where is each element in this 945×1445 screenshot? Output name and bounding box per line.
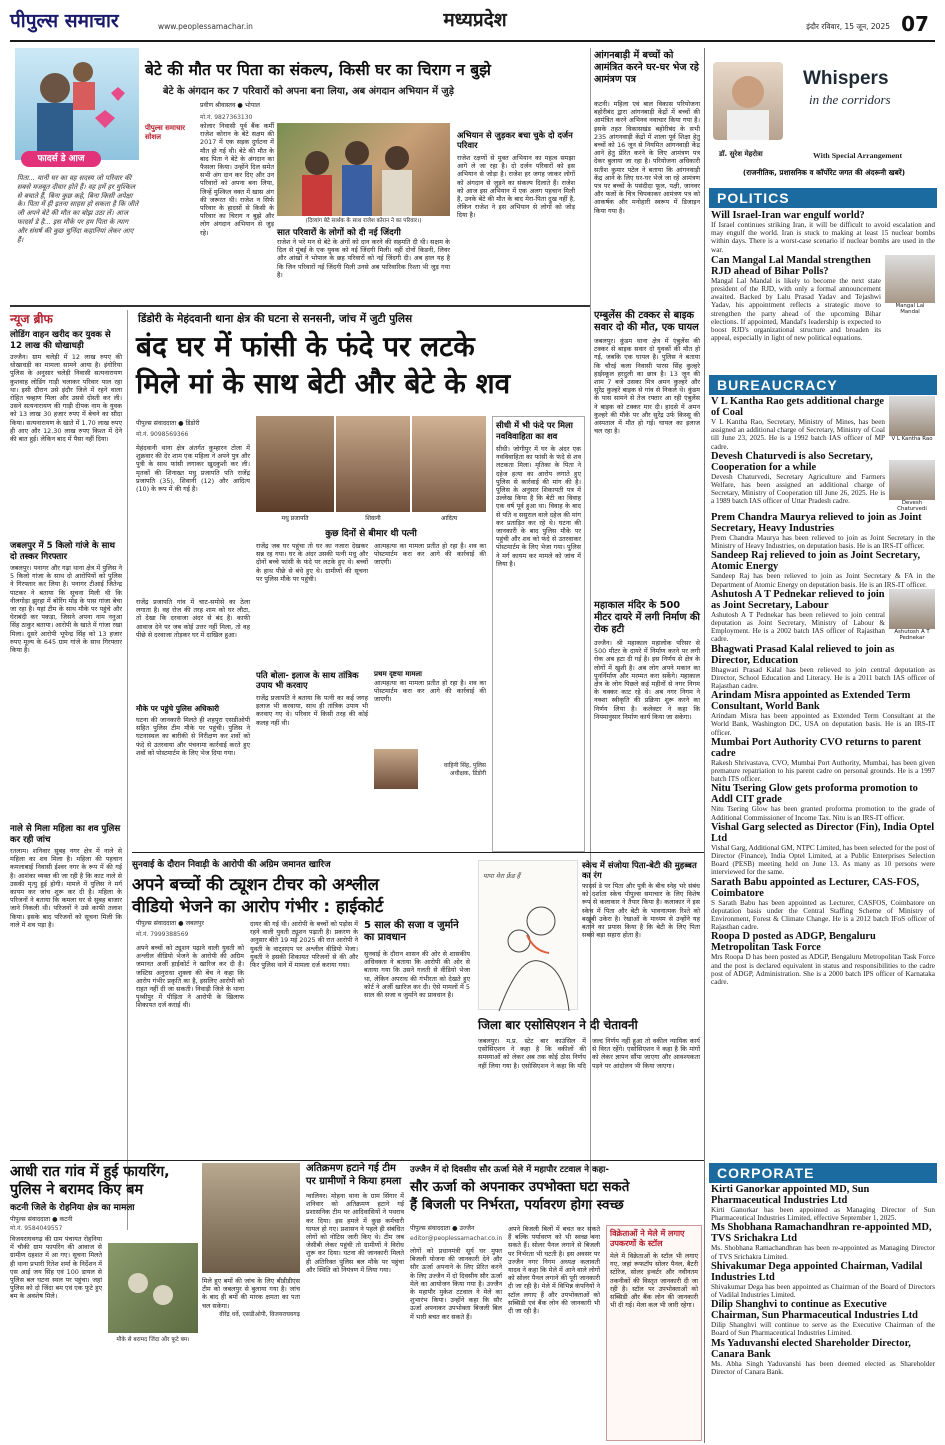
photo-aditya — [412, 416, 486, 512]
tutor-phone: मो.नं. 7999388569 — [136, 931, 189, 938]
columnist-photo — [713, 62, 783, 140]
firing-byline: पीपुल्स संवाददाता ● कटनी — [10, 1216, 73, 1223]
father-daughter-sketch-icon — [479, 861, 579, 1011]
social-badge: पीपुल्स समाचार सोशल — [145, 124, 186, 141]
masthead — [0, 0, 945, 44]
kantha-rao-photo — [889, 396, 935, 436]
corp-body-4: Dilip Shanghvi will continue to serve as the Executive Chairman of the Board of Sun Pharmaceutical Industries Limited. — [711, 1321, 935, 1338]
bureau-body-8: Rakesh Shrivastava, CVO, Mumbai Port Authority, Mumbai, has been given premature repatriation to his parent cadre on personal grounds. He is a 1997 batch ITS officer. — [711, 758, 935, 784]
corp-body-2: Ms. Shobhana Ramachandhran has been re-appointed as Managing Director of TVS Srichakra Limited. — [711, 1244, 935, 1261]
encroach-body: ग्वालियर। मोहना थाना के ग्राम सिंगार में शनिवार को अतिक्रमण हटाने गई प्रशासनिक टीम पर आदिवासियों ने पथराव कर दिया। इस हमले में कुछ कर्मचारी घायल हो गए। प्रशासन ने पहले ही संबंधित लोगों को नोटिस जारी किए थे। टीम जब जेसीबी लेकर पहुंची तो ग्रामीणों ने विरोध शुरू कर दिया। घटना की जानकारी मिलते ही अतिरिक्त पुलिस बल मौके पर पहुंचा और स्थिति को नियंत्रण में लिया गया। — [306, 1192, 404, 1274]
main-sub-tan: पति बोला- इलाज के साथ तांत्रिक उपाय भी करवाए — [256, 670, 359, 690]
ambulance-story — [594, 310, 700, 590]
bureau-body-4: Sandeep Raj has been relieved to join as Joint Secretary & FA in the Department of Atomic Energy on deputation basis. He is an IRS-IT officer. — [711, 572, 935, 589]
bureau-body-3: Prem Chandra Maurya has been relieved to join as Joint Secretary in the Ministry of Heavy Industries, on deputation basis. He is an IRS-IT officer. — [711, 534, 935, 551]
solar-story — [410, 1163, 702, 1443]
father-child-icon — [15, 48, 139, 160]
whispers-column — [704, 48, 940, 1443]
fathers-day-panel — [15, 48, 139, 248]
firing-quote-author: वीरेंद्र धर्वे, एसडीओपी, विजयराघवगढ़ — [219, 1310, 300, 1318]
tutor-story — [132, 858, 472, 1158]
firing-headline-2: पुलिस ने बरामद किए बम — [10, 1182, 144, 1198]
family-photo — [277, 123, 450, 216]
header-url[interactable]: www.peoplessamachar.in — [158, 22, 253, 31]
main-body-b: राजेंद्र प्रजापति गांव में चाट-समोसे का ठेला लगाता है। वह रोज की तरह शाम को घर लौटा, तो देखा कि दरवाजा अंदर से बंद है। काफी आवाज देने पर जब कोई उत्तर नहीं मिला, तो वह पीछे से दरवाजा तोड़कर घर में दाखिल हुआ। — [136, 598, 250, 639]
page-number: 07 — [901, 12, 929, 36]
main-body3: राजेंद्र जब घर पहुंचा तो घर का नजारा देखकर सन्न रह गया। घर के अंदर उसकी पत्नी मधु और दोनों बच्चे फांसी के फंदे पर लटके हुए थे। बच्चों के हाथ पीछे से बंधे हुए थे। ग्रामीणों की सूचना पर पुलिस मौके पर पहुंची। — [256, 542, 368, 583]
fathers-body2: राजेश ने भरे मन से बेटे के अंगों को दान करने की सहमति दी थी। सक्षम के दिल से मुंबई के एक युवक को नई जिंदगी मिली। वहीं दोनों किडनी, लिवर और आंखों ने भोपाल के छह परिवारों को नई जिंदगी दी। अब हाल यह है कि जिन परिवारों नई जिंदगी मिली उनसे अब पारिवारिक रिश्ता भी जुड़ गया है। — [277, 238, 450, 279]
photo-shivani — [336, 416, 410, 512]
sketch-signature: पापा मेरा फ्रेंड हैं — [483, 872, 521, 880]
encroach-headline: अतिक्रमण हटाने गई टीम पर ग्रामीणों ने किया हमला — [306, 1163, 402, 1187]
bureau-headline-1: V L Kantha Rao gets additional charge of Coal — [711, 396, 885, 418]
brief-headline-1: लोडिंग वाहन खरीद कर युवक से 12 लाख की धोखाधड़ी — [10, 330, 111, 351]
chaturvedi-caption: Devesh Chaturvedi — [897, 500, 927, 512]
pednekar-photo — [889, 589, 935, 629]
bureau-headline-4: Sandeep Raj relieved to join as Joint Secretary, Atomic Energy — [711, 550, 921, 573]
solar-email[interactable]: editor@peoplessamachar.co.in — [410, 1235, 503, 1242]
bureau-body-1: V L Kantha Rao, Secretary, Ministry of Mines, has been assigned an additional charge of Secretary, Ministry of Coal till June 23, 2025. He is a 1992 batch IAS officer of MP cadre. — [711, 418, 885, 451]
corp-headline-3: Shivakumar Dega appointed Chairman, Vadilal Industries Ltd — [711, 1260, 923, 1283]
corporate-label: CORPORATE — [709, 1163, 937, 1183]
corp-headline-2: Ms Shobhana Ramachandhran re-appointed MD, TVS Srichakra Ltd — [711, 1222, 932, 1245]
firing-quote-text: मिले हुए बमों की जांच के लिए बीडीडीएस टीम को जबलपुर से बुलाया गया है। जांच के बाद ही बमों की मारक क्षमता का पता चल सकेगा। — [202, 1277, 300, 1310]
brief-headline-2: जबलपुर में 5 किलो गांजे के साथ दो तस्कर गिरफ्तार — [10, 541, 116, 562]
columnist-name: डॉ. सुरेश मेहरोत्रा — [719, 150, 763, 158]
whispers-subtitle: in the corridors — [809, 92, 891, 107]
firing-sub: कटनी जिले के रोहनिया क्षेत्र का मामला — [10, 1203, 135, 1213]
sketch-body: फादर्स डे पर पिता और पुत्री के बीच स्नेह भरे संबंध को दर्शाता स्केच पीपुल्स समाचार के लिए विशेष रूप से कलाकार ने तैयार किया है। कलाकार ने इस स्केच में पिता और बेटी के भावनात्मक रिश्ते को बखूबी उकेरा है। रेखाओं के माध्यम से उन्होंने यह बताने का प्रयास किया है कि बेटी के लिए पिता सबसे बड़ा सहारा होता है। — [582, 882, 700, 940]
firing-headline-1: आधी रात गांव में हुई फायरिंग, — [10, 1164, 170, 1180]
main-phone: मो.नं. 9098569366 — [136, 431, 189, 438]
main-body5: आत्महत्या का मामला प्रतीत हो रहा है। शव का पोस्टमार्टम करा कर आगे की कार्रवाई की जाएगी। — [374, 542, 486, 567]
ambulance-headline: एम्बुलेंस की टक्कर से बाइक सवार दो की मौत, एक घायल — [594, 310, 699, 333]
bureau-headline-6: Bhagwati Prasad Kalal relieved to join as Director, Education — [711, 643, 895, 666]
fathers-subhead: बेटे के अंगदान कर 7 परिवारों को अपना बना लिया, अब अंगदान अभियान में जुड़े — [163, 86, 454, 97]
politics-body-1: If Israel continues striking Iran, it will be difficult to avoid escalation and may engulf the world. Iran is stuck to making at least 15 nuclear bombs within days. There is a worst-case scenario if nuclear bombs are used in the war. — [711, 221, 935, 254]
sketch-story — [478, 860, 700, 1012]
solar-body2: अपने बिजली बिलों में बचत कर सकते हैं बल्कि पर्यावरण को भी स्वच्छ बना सकते हैं। सोलर पैनल लगाने से बिजली पर निर्भरता भी घटती है। इस अवसर पर उज्जैन नगर निगम अध्यक्ष कलावती यादव ने कहा कि मेले में आने वाले लोगों को सोलर पैनल लगाने की पूरी जानकारी दी जा रही है। मेले में विभिन्न कंपनियों ने स्टॉल लगाए हैं और उपभोक्ताओं को सब्सिडी एवं बैंक लोन की जानकारी भी दी जा रही है। — [508, 1225, 600, 1316]
corp-headline-4: Dilip Shanghvi to continue as Executive Chairman, Sun Pharmaceutical Industries Ltd — [711, 1299, 918, 1322]
ambulance-body: जबलपुर। कुंडम थाना क्षेत्र में एंबुलेंस की टक्कर से बाइक सवार दो युवकों की मौत हो गई, जबकि एक घायल है। पुलिस ने बताया कि चौरई कला निवासी पारस सिंह कुल्हरे हाईस्कूल हरदुली का छात्र है। 13 जून की शाम 7 बजे उसका मित्र अमन कुल्हरे और सुरेंद्र कुल्हरे बाइक से गांव से निकले थे। कुंडम के पास सामने से तेज रफ्तार आ रही एंबुलेंस ने बाइक को टक्कर मार दी। हादसे में अमन कुल्हरे की मौके पर और सुरेंद्र उर्फ किस्सू की अस्पताल में मौत हो गई। घायल का इलाज चल रहा है। — [594, 337, 700, 436]
main-sub: मौके पर पहुंचे पुलिस अधिकारी — [136, 704, 220, 713]
politics-label: POLITICS — [709, 188, 937, 208]
firing-story — [10, 1163, 198, 1443]
bomb-photo — [108, 1243, 198, 1333]
firing-quote — [202, 1163, 300, 1443]
anganwadi-story — [594, 50, 700, 300]
tutor-sub: 5 साल की सजा व जुर्माने का प्रावधान — [364, 920, 459, 943]
fathers-sub2: सात परिवारों के लोगों को दी नई जिंदगी — [277, 228, 401, 238]
main-body4: राजेंद्र प्रजापति ने बताया कि पत्नी का कई जगह इलाज भी करवाया, साथ ही तांत्रिक उपाय भी करवाए गए थे। परिवार में किसी तरह की कोई कलह नहीं थी। — [256, 694, 368, 727]
solar-body: लोगों को प्रधानमंत्री सूर्य घर मुफ्त बिजली योजना की जानकारी देने और सौर ऊर्जा अपनाने के लिए प्रेरित करने के लिए उज्जैन में दो दिवसीय सौर ऊर्जा मेले का आयोजन किया गया है। उज्जैन के महापौर मुकेश टटवाल ने मेले का शुभारंभ किया। उन्होंने कहा कि सौर ऊर्जा अपनाकर उपभोक्ता बिजली बिल में भारी बचत कर सकते हैं। — [410, 1247, 502, 1321]
corp-body-1: Kirti Ganorkar has been appointed as Managing Director of Sun Pharmaceutical Industries Limited, effective September 1, 2025. — [711, 1206, 935, 1223]
bureau-body-10: Vishal Garg, Additional GM, NTPC Limited, has been selected for the post of Director (Finance), India Optel Limited, at a Public Enterprises Selection Board (PESB) meeting held on June 13. As many as 10 persons were interviewed for the same. — [711, 843, 936, 877]
photo-madhu — [256, 416, 334, 512]
bureau-headline-7: Arindam Misra appointed as Extended Term Consultant, World Bank — [711, 690, 911, 713]
corp-body-3: Shivakumar Dega has been appointed as Chairman of the Board of Directors of Vadilal Industries Limited. — [711, 1282, 935, 1300]
news-brief-label: न्यूज ब्रीफ — [10, 312, 53, 326]
solar-headline-1: सौर ऊर्जा को अपनाकर उपभोक्ता घटा सकते — [410, 1180, 630, 1195]
bureaucracy-label: BUREAUCRACY — [709, 375, 937, 395]
corp-headline-5: Ms Yaduvanshi elected Shareholder Director, Canara Bank — [711, 1337, 911, 1360]
bar-story — [478, 1016, 700, 1156]
bar-headline: जिला बार एसोसिएशन ने दी चेतावनी — [478, 1018, 638, 1032]
whispers-title: Whispers — [803, 68, 889, 89]
fathers-headline: बेटे की मौत पर पिता का संकल्प, किसी घर का चिराग न बुझे — [145, 61, 491, 79]
fathers-body2-cont — [277, 250, 278, 251]
solar-box-headline: विक्रेताओं ने मेले में लगाए उपकरणों के स्टॉल — [610, 1229, 685, 1248]
fathers-phone: मो.नं. 9827363130 — [200, 114, 253, 121]
tutor-kicker: सुनवाई के दौरान निवाड़ी के आरोपी की अग्रिम जमानत खारिज — [132, 860, 331, 870]
sketch-illustration — [478, 860, 578, 1010]
quote-box — [374, 670, 486, 790]
corporate-list — [711, 1184, 935, 1442]
quote-author: वाहिनी सिंह, पुलिस अधीक्षक, डिंडोरी — [443, 762, 486, 777]
main-kicker: डिंडोरी के मेहंदवानी थाना क्षेत्र की घटना से सनसनी, जांच में जुटी पुलिस — [138, 313, 413, 325]
quote-text: आत्महत्या का मामला प्रतीत हो रहा है। शव का पोस्टमार्टम करा कर आगे की कार्रवाई की जाएगी। — [374, 679, 486, 704]
fathers-body: कोलार निवासी पूर्व बैंक कर्मी राजेश कोरान के बेटे सक्षम की 2017 में एक सड़क दुर्घटना में मौत हो गई थी। बेटे की मौत के बाद पिता ने बेटे के अंगदान का फैसला किया। उन्होंने दिल समेत सभी अंग दान कर दिए और उन परिवारों को अपना बना लिया, जिन्हें मुश्किल वक्त में खास अंग की जरूरत थी। राजेश न सिर्फ परिवार के हादसों से किसी के परिवार का चिराग न बुझे और लोग अंगदान अभियान से जुड़ रहे। — [200, 122, 274, 237]
tutor-body3: सुनवाई के दौरान शासन की ओर से शासकीय अधिवक्ता ने बताया कि आरोपी की ओर से बताया गया कि उसने गलती से वीडियो भेजा था, लेकिन अपराध की गंभीरता को देखते हुए कोर्ट ने अर्जी खारिज कर दी। ऐसे मामलों में 5 साल की सजा व जुर्माने का प्रावधान है। — [364, 950, 470, 1000]
tutor-headline-1: अपने बच्चों की ट्यूशन टीचर को अश्लील — [132, 874, 380, 894]
name-aditya: आदित्य — [440, 515, 458, 522]
mahakal-story — [594, 600, 700, 850]
bureau-body-2: Devesh Chaturvedi, Secretary Agriculture and Farmers Welfare, has been assigned an additional charge of Secretary, Ministry of Cooperation till June 26, 2025. He is a 1989 batch IAS officer of Uttar Pradesh cadre. — [711, 472, 885, 506]
fathers-byline: प्रवीण श्रीवास्तव ● भोपाल — [200, 102, 261, 109]
bomb-caption: मौके से बरामद जिंदा और फूटे बम। — [116, 1337, 190, 1343]
bureau-headline-12: Roopa D posted as ADGP, Bengaluru Metropolitan Task Force — [711, 931, 876, 954]
solar-box-body: मेले में विक्रेताओं के स्टॉल भी लगाए गए, जहां रूफटॉप सोलर पैनल, बैटरी स्टोरेज, सोलर इन्वर्टर और नवीनतम तकनीकों की विस्तृत जानकारी दी जा रही है। स्टॉल पर उपभोक्ताओं को सब्सिडी और बैंक लोन की जानकारी भी दी गई। मेला कल भी जारी रहेगा। — [610, 1252, 698, 1310]
with-arrangement: With Special Arrangement — [813, 151, 903, 160]
main-story — [132, 312, 587, 852]
fathers-body3: राजेश रक्षणों से मुक्त अभियान का महत्व समझा आगे ले जा रहा है। दो दर्जन परिवारों को इस अभियान से जोड़ा है। राजेश हर जगह जाकर लोगों को अंगदान से जुड़ने का संकल्प दिलाते हैं। राजेश को आज इस अभियान में एक अलग पहचान मिली है, उनके बेटे की मौत के बाद मेरा-पिता दुख नहीं है, लेकिन राजेश ने इस अभियान से लोगों को जोड़ दिया है। — [457, 154, 575, 220]
firing-body: विजयराघवगढ़ की ग्राम पंचायत रोहनिया में चौकी ग्राम फायरिंग की आवाज से ग्रामीण दहशत में आ गए। सूचना मिलते ही थाना प्रभारी रितेश शर्मा के निर्देशन में एस आई जय सिंह एवं 100 डायल से पुलिस बल घटना स्थल पर पहुंचा। जहां पुलिस को दो जिंदा बम एवं एक फूटे हुए बम के अवशेष मिले। — [10, 1235, 102, 1301]
section-title: मध्यप्रदेश — [443, 9, 507, 31]
politics-body-2: Mangal Lal Mandal is likely to become the next state president of the RJD, with only a formal announcement awaited. Backed by Lalu Prasad Yadav and Tejashwi Yadav, his appointment reflects a strategic move to strengthen the party ahead of the upcoming Bihar elections. If appointed, Mandal's leadership is expected to boost RJD's organizational structure and broaden its appeal, especially in light of new political equations. — [711, 276, 881, 343]
solar-kicker: उज्जैन में दो दिवसीय सौर ऊर्जा मेले में महापौर टटवाल ने कहा- — [410, 1165, 609, 1175]
bureau-headline-8: Mumbai Port Authority CVO returns to parent cadre — [711, 736, 922, 759]
photo-caption: (दिव्यांग बेटे सार्थक के साथ राजेश कोरान ने का परिवार।) — [305, 218, 422, 224]
politics-list — [711, 210, 935, 370]
sidhi-headline: सीधी में भी फंदे पर मिला नवविवाहिता का शव — [496, 420, 573, 441]
sp-photo — [374, 749, 418, 789]
solar-headline-2: हैं बिजली पर निर्भरता, पर्यावरण होगा स्वच्छ — [410, 1198, 624, 1213]
bureau-body-9: Nitu Tsering Glow has been granted proforma promotion to the grade of Additional Commissioner of Income Tax. Nitu is an IRS-IT officer. — [711, 805, 935, 822]
anganwadi-headline: आंगनबाड़ी में बच्चों को आमंत्रित करने घर-घर भेज रहे आमंत्रण पत्र — [594, 50, 699, 85]
pednekar-caption: Ashutosh A T Pednekar — [894, 628, 930, 641]
brief-body-1: उज्जैन। ग्राम चलेड़ी में 12 लाख रुपए की धोखाधड़ी का मामला सामने आया है। इंगोरिया पुलिस के अनुसार चलेड़ी निवासी सत्यनारायण कुशवाह लोडिंग गाड़ी चलाकर परिवार पाल रहा था। इसी दौरान उसे इंदौर जिले में रहने वाला रोहित चव्हाण मिला और उससे दोस्ती कर ली। उसने सत्यनारायण की गाड़ी दीपक नाम के युवक को 13 लाख 30 हजार रुपए में बेचने का सौदा किया। सत्यनारायण के खाते में 1.70 लाख रुपए ही आए और 12.30 लाख रुपए किश्त में देने की बात हुई। लेकिन बाद में पैसा नहीं दिया। — [10, 353, 122, 444]
main-headline-1: बंद घर में फांसी के फंदे पर लटके — [136, 330, 475, 363]
mandal-photo — [885, 255, 935, 303]
brief-body-3: रतलाम। शनिवार सुबह नगर क्षेत्र में नाले से महिला का शव मिला है। महिला की पहचान कमलाबाई निवासी ईश्वर नगर के रूप में की गई है। आशंका व्यक्त की जा रही है कि काट नाले से उसकी मृत्यु हुई होगी। मामले में पुलिस ने मर्ग कायम कर जांच शुरू कर दी है। महिला के परिजनों ने बताया कि कमला घर से सुबह बाजार जाने निकली थी। परिजनों ने उसे काफी तलाश किया। इसके बाद परिजनों को सूचना मिली कि नाले में शव पड़ा है। — [10, 847, 122, 929]
main-headline-2: मिले मां के साथ बेटी और बेटे के शव — [136, 367, 511, 400]
main-body2: घटना की जानकारी मिलते ही शहपुरा एसडीओपी सहित पुलिस टीम मौके पर पहुंची। पुलिस ने घटनास्थल का बारीकी से निरीक्षण कर शवों को फंदे से उतरवाया और पंचनामा कार्रवाई करते हुए शवों को पोस्टमार्टम के लिए भेज दिया गया। — [136, 716, 250, 757]
tutor-body: अपने बच्चों को ट्यूशन पढ़ाने वाली युवती को अश्लील वीडियो भेजने के आरोपी की अग्रिम जमानत अर्जी हाईकोर्ट ने खारिज कर दी है। जस्टिस अनुराधा शुक्ला की बेंच ने कहा कि आरोप गंभीर प्रकृति का है, इसलिए आरोपी को राहत नहीं दी जा सकती। निवाड़ी जिले के थाना पृथ्वीपुर में पीड़िता ने आरोपी के खिलाफ शिकायत दर्ज कराई थी। — [136, 944, 244, 1010]
bureau-body-7: Arindam Misra has been appointed as Extended Term Consultant at the World Bank, Washington DC, USA on deputation basis. He is an IRS-IT officer. — [711, 712, 935, 737]
bureau-headline-10: Vishal Garg selected as Director (Fin), India Optel Ltd — [711, 821, 935, 844]
fathers-day-intro: पिता... यानी घर का वह सदस्य जो परिवार की सबसे मजबूत दीवार होते हैं। वह हमें हर मुश्किल से बचाते हैं, बिना कुछ कहे, बिना किसी अपेक्षा के। पिता में ही इतना साहस हो सकता है कि जीते जी अपने बेटे की मौत का बोझ उठा लें। आज फादर्स डे है... इस मौके पर हम पिता के त्याग और संघर्ष की कुछ चुनिंदा कहानियां लेकर आए हैं। — [17, 174, 139, 244]
solar-box — [606, 1225, 702, 1441]
mandal-caption: Mangal Lal Mandal — [895, 302, 925, 315]
fathers-sub3: अभियान से जुड़कर बचा चुके दो दर्जन परिवार — [457, 130, 573, 150]
corp-headline-1: Kirti Ganorkar appointed MD, Sun Pharmaceutical Industries Ltd — [711, 1184, 870, 1206]
solar-byline: पीपुल्स संवाददाता ● उज्जैन — [410, 1225, 475, 1232]
bureau-headline-5: Ashutosh A T Pednekar relieved to join as Joint Secretary, Labour — [711, 588, 885, 611]
brief-headline-3: नाले से मिला महिला का शव पुलिस कर रही जांच — [10, 824, 121, 845]
firing-phone: मो.नं. 9584049557 — [10, 1225, 63, 1232]
fathers-day-kicker: फादर्स डे आज — [21, 151, 101, 167]
corp-body-5: Ms. Abha Singh Yaduvanshi has been deemed elected as Shareholder Director of Canara Bank. — [711, 1359, 935, 1376]
sdop-photo — [202, 1163, 300, 1273]
quote-label: प्रथम दृष्टया मामला — [374, 670, 422, 678]
politics-headline-2: Can Mangal Lal Mandal strengthen RJD ahead of Bihar Polls? — [711, 254, 871, 277]
tutor-byline: पीपुल्स संवाददाता ● जबलपुर — [136, 920, 204, 927]
brief-body-2: जबलपुर। पनागर और गढ़ा थाना क्षेत्र में पुलिस ने 5 किलो गांजा के साथ दो आरोपियों को पुलिस ने गिरफ्तार कर लिया है। पनागर टीआई जितेन्द्र पाटकर ने बताया कि सूचना मिली थी कि नीलगोड़ा झुरहा में बोरिंग मोड़ के पास गांजा बेचा जा रहा है। यहां टीम के साथ मौके पर पहुंचे और घेराबंदी कर पकड़ा, जिसने अपना नाम ननुआ सिंह ठाकुर बताया। आरोपी के खाते में गांजा रखा मिला। दूसरे आरोपी भूपेन्द्र सिंह को 13 हजार रुपए मूल्य के 645 ग्राम गांजे के साथ गिरफ्तार किया है। — [10, 564, 122, 655]
bureau-headline-11: Sarath Babu appointed as Lecturer, CAS-FOS, Coimbatore — [711, 876, 920, 899]
news-brief-column — [10, 310, 122, 1230]
anganwadi-body: कटनी। महिला एवं बाल विकास परियोजना बहोरीबंद द्वारा आंगनबाड़ी केंद्रों में बच्चों की आमंत्रित करने अभिनव नवाचार किया गया है। इसके तहत विकासखंड बहोरीबंद के सभी 235 आंगनवाड़ी केंद्रों में शाला पूर्व शिक्षा हेतु बच्चों को 16 जून से नियमित आंगनवाड़ी केंद्र आने हेतु प्रेरित करने के लिए आमंत्रण पत्र देकर बुलाया जा रहा है। परियोजना अधिकारी सतीश कुमार पटेल ने बताया कि आंगनवाड़ी केंद्र आने के लिए घर-घर भेजे जा रहे आमंत्रण पत्र पर बच्चों के पसंदीदा फूल, पक्षी, जानवर और फलों के चित्र चिपकाकर आमंत्रण पत्र को आकर्षक और मनोहारी स्वरूप में डिजाइन किया गया है। — [594, 100, 700, 215]
bureau-headline-9: Nitu Tsering Glow gets proforma promotion to Addl CIT grade — [711, 783, 918, 806]
sidhi-body: सीधी। जोगीपुर में घर के अंदर एक नवविवाहिता का फांसी के फंदे से शव लटकता मिला। मृतिका के पिता ने दहेज हत्या का आरोप लगाते हुए पुलिस से कार्रवाई की मांग की है। पुलिस के अनुसार शिकायती पत्र में उल्लेख किया है कि बेटी का विवाह एक वर्ष पूर्व हुआ था। विवाह के बाद से पति व ससुराल वाले दहेज की मांग कर प्रताड़ित कर रहे थे। घटना की जानकारी के बाद पुलिस मौके पर पहुंची और शव को फंदे से उतरवाकर पोस्टमार्टम के लिए भेजा गया। पुलिस ने मर्ग कायम कर मामले को जांच में लिया है। — [496, 445, 581, 568]
kantha-rao-caption: V L Kantha Rao — [891, 436, 933, 442]
dateline: इंदौर रविवार, 15 जून, 2025 — [806, 22, 890, 31]
whispers-header — [709, 58, 937, 178]
encroach-story — [306, 1163, 404, 1443]
bureau-headline-3: Prem Chandra Maurya relieved to join as Joint Secretary, Heavy Industries — [711, 512, 922, 534]
bureau-body-5: Ashutosh A T Pednekar has been relieved to join central deputation as Joint Secretary, Ministry of Labour & Employment. He is a 2002 batch IAS officer of Rajasthan cadre. — [711, 610, 885, 644]
main-byline: पीपुल्स संवाददाता ● डिंडोरी — [136, 420, 200, 427]
main-body: मेहंदवानी थाना क्षेत्र अंतर्गत कुम्हारन टोला में शुक्रवार की देर शाम एक महिला ने अपने पुत्र और पुत्री के साथ फांसी लगाकर खुदकुशी कर ली। मृतकों की शिनाख्त मधु प्रजापति पति राजेंद्र प्रजापति (35), शिवानी (12) और आदित्य (10) के रूप में की गई है। — [136, 444, 250, 494]
name-madhu: मधु प्रजापति — [281, 515, 309, 522]
logo: पीपुल्स समाचार — [10, 10, 119, 32]
mahakal-body: उज्जैन। श्री महाकाल महालोक परिसर से 500 मीटर के दायरे में निर्माण करने पर लगी रोक अब हटा दी गई है। इस निर्णय से क्षेत्र के लोगों में खुशी है। अब लोग अपने मकान का पुनर्निर्माण और मरम्मत करा सकेंगे। महाकाल क्षेत्र के लोग पिछले कई महीनों से नगर निगम के चक्कर काट रहे थे। अब नगर निगम ने नक्शा स्वीकृति की प्रक्रिया शुरू करने का निर्णय लिया है। कलेक्टर ने कहा कि नियमानुसार निर्माण कार्य किया जा सकेगा। — [594, 639, 700, 721]
tutor-body2: दायर की गई थी। आरोपी के बच्चों को पड़ोस में रहने वाली युवती ट्यूशन पढ़ाती है। प्रकरण के अनुसार बीते 19 मई 2025 की रात आरोपी ने युवती के वाट्सएप पर अश्लील वीडियो भेजा। युवती ने इसकी शिकायत परिजनों से की और फिर पुलिस थाने में मामला दर्ज कराया गया। — [250, 920, 358, 970]
name-shivani: शिवानी — [365, 515, 381, 522]
bureau-body-11: S Sarath Babu has been appointed as Lecturer, CASFOS, Coimbatore on deputation basis under the Central Staffing Scheme of Ministry of Environment, Forest & Climate Change. He is a 2012 batch IFoS officer of Rajasthan cadre. — [711, 898, 935, 932]
bureau-body-6: Bhagwati Prasad Kalal has been relieved to join central deputation as Director, School Education and Literacy. He is a 2011 batch IAS officer of Rajasthan cadre. — [711, 665, 935, 691]
sidhi-box — [492, 416, 585, 852]
main-sub-ill: कुछ दिनों से बीमार थी पत्नी — [325, 529, 417, 539]
bureaucracy-list — [711, 396, 935, 1116]
tutor-headline-2: वीडियो भेजने का आरोप गंभीर : हाईकोर्ट — [132, 896, 384, 916]
bureau-body-12: Mrs Roopa D has been posted as ADGP, Bengaluru Metropolitan Task Force and the post is declared equivalent in status and responsibilities to the cadre post of ADGP, Administration. She is a 2000 batch IPS officer of Karnataka cadre. — [711, 953, 935, 987]
fathers-day-illustration — [15, 48, 139, 160]
fathers-story — [145, 48, 575, 279]
sketch-headline: स्केच में संजोया पिता-बेटी की मुहब्बत का रंग — [582, 860, 697, 880]
bureau-headline-2: Devesh Chaturvedi is also Secretary, Cooperation for a while — [711, 450, 873, 473]
politics-headline-1: Will Israel-Iran war engulf world? — [711, 210, 865, 221]
bar-body: जबलपुर। म.प्र. स्टेट बार काउंसिल में एसोसिएशन ने कहा है कि वकीलों की समस्याओं को लेकर अब तक कोई ठोस निर्णय नहीं लिया गया है। एसोसिएशन ने कहा कि यदि जल्द निर्णय नहीं हुआ तो वकील न्यायिक कार्य से विरत रहेंगे। एसोसिएशन ने कहा है कि मांगों को लेकर ज्ञापन सौंपा जाएगा और आवश्यकता पड़ने पर आंदोलन भी किया जाएगा। — [478, 1037, 700, 1070]
chaturvedi-photo — [889, 460, 935, 500]
whispers-tagline: (राजनीतिक, प्रशासनिक व कॉर्पोरेट जगत की अंदरूनी खबरें) — [742, 168, 906, 177]
mahakal-headline: महाकाल मंदिर के 500 मीटर दायरे में लगी निर्माण की रोक हटी — [594, 600, 700, 635]
